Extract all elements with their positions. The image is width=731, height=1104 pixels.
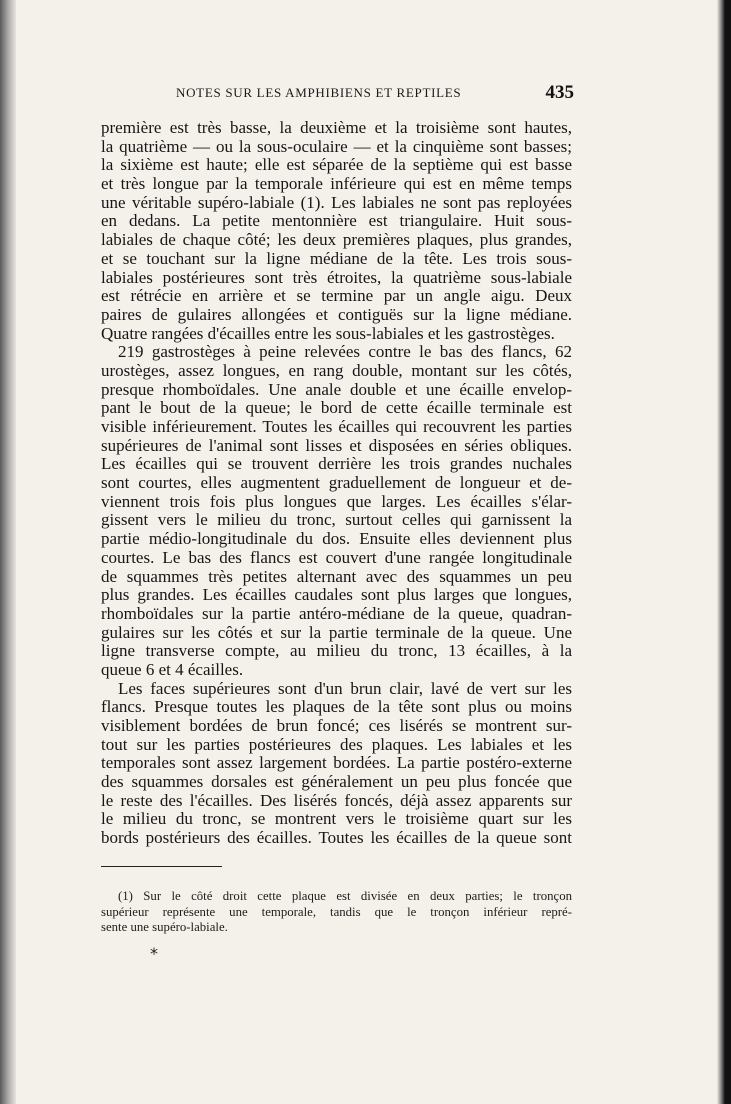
text-line: gissent vers le milieu du tronc, surtout celles qui garnissent la — [101, 510, 572, 530]
text-line: est rétrécie en arrière et se termine par un angle aigu. Deux — [101, 286, 572, 306]
text-line: flancs. Presque toutes les plaques de la tête sont plus ou moins — [101, 697, 572, 717]
text-line: labiales postérieures sont très étroites, la quatrième sous-labiale — [101, 267, 572, 287]
text-line: sont courtes, elles augmentent graduellement de longueur et de- — [101, 473, 572, 493]
footnote-line: sente une supéro-labiale. — [101, 920, 228, 934]
text-line: visible inférieurement. Toutes les écailles qui recouvrent les parties — [101, 417, 572, 436]
text-line: 219 gastrostèges à peine relevées contre le bas des flancs, 62 — [118, 342, 572, 362]
text-line: presque rhomboïdales. Une anale double et une écaille envelop- — [101, 379, 572, 399]
page-header — [100, 82, 574, 106]
text-line: pant le bout de la queue; le bord de cette écaille terminale est — [101, 398, 572, 418]
text-line: urostèges, assez longues, en rang double, montant sur les côtés, — [101, 360, 572, 380]
text-line: de squammes très petites alternant avec des squammes un peu — [101, 566, 572, 586]
paragraph — [101, 343, 572, 679]
text-line: et très longue par la temporale inférieure qui est en même temps — [101, 174, 572, 194]
footnote-line: (1) Sur le côté droit cette plaque est divisée en deux parties; le tronçon — [118, 889, 572, 903]
text-line: en dedans. La petite mentonnière est triangulaire. Huit sous- — [101, 211, 572, 231]
text-line: ligne transverse compte, au milieu du tronc, 13 écailles, à la — [101, 641, 572, 661]
text-line: temporales sont assez largement bordées. La partie postéro-externe — [101, 753, 572, 773]
text-line: Les faces supérieures sont d'un brun clair, lavé de vert sur les — [118, 678, 572, 698]
footnote-line: supérieur représente une temporale, tandis que le tronçon inférieur repré- — [101, 904, 572, 919]
footnote-divider — [101, 866, 222, 867]
paragraph — [101, 680, 572, 848]
text-line: partie médio-longitudinale du dos. Ensuite elles deviennent plus — [101, 529, 572, 549]
text-line: et se touchant sur la ligne médiane de la tête. Les trois sous- — [101, 248, 572, 268]
text-line: première est très basse, la deuxième et la troisième sont hautes, — [101, 118, 572, 137]
scan-left-edge — [0, 0, 16, 1104]
text-line: visiblement bordées de brun foncé; ces lisérés se montrent sur- — [101, 716, 572, 735]
text-line: rhomboïdales sur la partie antéro-médiane de la queue, quadran- — [101, 603, 572, 623]
text-line: la sixième est haute; elle est séparée de la septième qui est basse — [101, 155, 572, 175]
text-line: tout sur les parties postérieures des plaques. Les labiales et les — [101, 734, 572, 754]
text-line: le reste des l'écailles. Des lisérés foncés, déjà assez apparents sur — [101, 790, 572, 810]
running-title: NOTES SUR LES AMPHIBIENS ET REPTILES — [176, 85, 462, 100]
text-line: courtes. Le bas des flancs est couvert d'une rangée longitudinale — [101, 547, 572, 567]
paragraph — [101, 119, 572, 343]
text-line: plus grandes. Les écailles caudales sont plus larges que longues, — [101, 585, 572, 605]
text-line: le milieu du tronc, se montrent vers le troisième quart sur les — [101, 809, 572, 829]
text-line: Les écailles qui se trouvent derrière les trois grandes nuchales — [101, 454, 572, 474]
text-line: labiales de chaque côté; les deux premières plaques, plus grandes, — [101, 230, 572, 250]
body-text — [101, 119, 572, 848]
footnote — [101, 889, 572, 936]
text-line: supérieures de l'animal sont lisses et disposées en séries obliques. — [101, 435, 572, 455]
text-line: viennent trois fois plus longues que larges. Les écailles s'élar- — [101, 491, 572, 511]
asterisk-ornament: * — [150, 944, 158, 963]
text-line: des squammes dorsales est généralement un peu plus foncée que — [101, 772, 572, 792]
text-line: une véritable supéro-labiale (1). Les labiales ne sont pas reployées — [101, 192, 572, 212]
text-line: queue 6 et 4 écailles. — [101, 659, 244, 679]
text-line: gulaires sur les côtés et sur la partie terminale de la queue. Une — [101, 622, 572, 642]
page-number: 435 — [545, 82, 574, 103]
text-line: paires de gulaires allongées et contiguës sur la ligne médiane. — [101, 304, 572, 324]
text-line: bords postérieurs des écailles. Toutes les écailles de la queue sont — [101, 828, 572, 848]
text-line: Quatre rangées d'écailles entre les sous-labiales et les gastrostèges. — [101, 323, 555, 343]
text-line: la quatrième — ou la sous-oculaire — et la cinquième sont basses; — [101, 136, 572, 156]
scan-right-edge — [717, 0, 731, 1104]
